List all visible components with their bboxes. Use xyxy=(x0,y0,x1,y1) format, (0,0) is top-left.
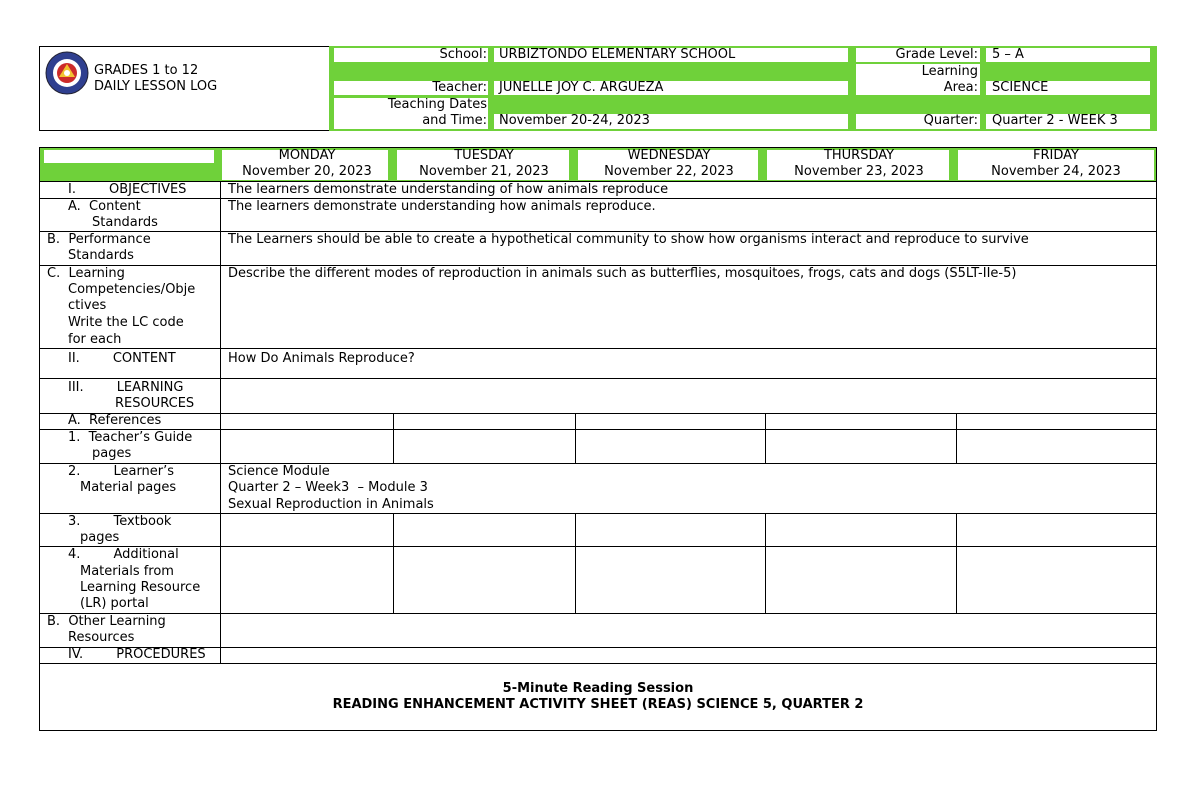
content-standards-label-1: A. Content xyxy=(68,199,141,214)
objectives-value: The learners demonstrate understanding of how animals reproduce xyxy=(228,182,669,197)
textbook-label-1: 3. Textbook xyxy=(68,514,172,529)
row-line xyxy=(40,546,1156,547)
performance-standards-label-2: Standards xyxy=(68,248,134,263)
grade-label: Grade Level: xyxy=(895,47,978,62)
performance-standards-label-1: B. Performance xyxy=(47,232,151,247)
grade-value: 5 – A xyxy=(992,47,1024,62)
day-col-divider xyxy=(765,413,766,463)
area-label-2: Area: xyxy=(943,80,978,95)
row-line xyxy=(40,613,1156,614)
additional-materials-label-2: Materials from xyxy=(80,564,174,579)
deped-seal xyxy=(44,50,90,96)
teachers-guide-label-1: 1. Teacher’s Guide xyxy=(68,430,193,445)
day-col-divider xyxy=(575,513,576,613)
day-date-monday: November 20, 2023 xyxy=(242,164,372,179)
additional-materials-label-1: 4. Additional xyxy=(68,547,179,562)
row-line xyxy=(40,463,1156,464)
learners-material-label-1: 2. Learner’s xyxy=(68,464,175,479)
other-resources-label-1: B. Other Learning xyxy=(47,614,166,629)
competencies-label-2: Competencies/Obje xyxy=(68,282,196,297)
dates-value: November 20-24, 2023 xyxy=(499,113,650,128)
reading-session-subtitle: READING ENHANCEMENT ACTIVITY SHEET (REAS) SCIENCE 5, QUARTER 2 xyxy=(332,697,864,712)
row-line xyxy=(40,378,1156,379)
objectives-label: I. OBJECTIVES xyxy=(68,182,187,197)
day-col-divider xyxy=(765,513,766,613)
row-line xyxy=(40,663,1156,664)
content-value: How Do Animals Reproduce? xyxy=(228,351,415,366)
row-line xyxy=(40,513,1156,514)
learning-resources-label-2: RESOURCES xyxy=(115,396,195,411)
reading-session-title: 5-Minute Reading Session xyxy=(502,681,694,696)
competencies-label-3: ctives xyxy=(68,298,107,313)
day-name-monday: MONDAY xyxy=(278,148,336,163)
learners-material-value-2: Quarter 2 – Week3 – Module 3 xyxy=(228,480,428,495)
school-value: URBIZTONDO ELEMENTARY SCHOOL xyxy=(499,47,736,62)
row-line xyxy=(40,348,1156,349)
day-date-thursday: November 23, 2023 xyxy=(794,164,924,179)
performance-standards-value: The Learners should be able to create a hypothetical community to show how organisms interact and reproduce to survive xyxy=(228,232,1029,247)
day-name-thursday: THURSDAY xyxy=(823,148,895,163)
day-header-blank xyxy=(44,150,214,163)
day-date-wednesday: November 22, 2023 xyxy=(604,164,734,179)
row-line xyxy=(40,647,1156,648)
additional-materials-label-4: (LR) portal xyxy=(80,596,149,611)
additional-materials-label-3: Learning Resource xyxy=(80,580,201,595)
procedures-label: IV. PROCEDURES xyxy=(68,647,206,662)
day-date-tuesday: November 21, 2023 xyxy=(419,164,549,179)
school-label: School: xyxy=(439,47,487,62)
other-resources-label-2: Resources xyxy=(68,630,135,645)
row-line xyxy=(40,429,1156,430)
day-col-divider xyxy=(956,513,957,613)
content-standards-label-2: Standards xyxy=(92,215,158,230)
learning-resources-label-1: III. LEARNING xyxy=(68,380,184,395)
day-col-divider xyxy=(956,413,957,463)
competencies-label-1: C. Learning xyxy=(47,266,125,281)
day-col-divider xyxy=(575,413,576,463)
day-name-friday: FRIDAY xyxy=(1033,148,1079,163)
content-standards-value: The learners demonstrate understanding how animals reproduce. xyxy=(228,199,656,214)
row-line xyxy=(40,413,1156,414)
day-col-divider xyxy=(393,413,394,463)
teacher-value: JUNELLE JOY C. ARGUEZA xyxy=(499,80,664,95)
dates-label-2: and Time: xyxy=(422,113,487,128)
quarter-value: Quarter 2 - WEEK 3 xyxy=(992,113,1118,128)
content-label: II. CONTENT xyxy=(68,351,176,366)
competencies-label-5: for each xyxy=(68,332,122,347)
competencies-label-4: Write the LC code xyxy=(68,315,184,330)
day-col-divider xyxy=(393,513,394,613)
quarter-label: Quarter: xyxy=(923,113,978,128)
label-column-divider xyxy=(220,181,221,664)
area-value: SCIENCE xyxy=(992,80,1049,95)
log-title-line1: GRADES 1 to 12 xyxy=(94,63,199,78)
day-name-tuesday: TUESDAY xyxy=(454,148,514,163)
learners-material-value-3: Sexual Reproduction in Animals xyxy=(228,497,434,512)
day-name-wednesday: WEDNESDAY xyxy=(627,148,711,163)
dates-label-1: Teaching Dates xyxy=(387,97,487,112)
teachers-guide-label-2: pages xyxy=(92,446,132,461)
learners-material-value-1: Science Module xyxy=(228,464,330,479)
learners-material-label-2: Material pages xyxy=(80,480,177,495)
competencies-value: Describe the different modes of reproduction in animals such as butterflies, mosquitoes, frogs, cats and dogs (S5LT-IIe-5) xyxy=(228,266,1017,281)
teacher-label: Teacher: xyxy=(432,80,487,95)
references-label: A. References xyxy=(68,413,162,428)
day-date-friday: November 24, 2023 xyxy=(991,164,1121,179)
area-label-1: Learning xyxy=(921,64,978,79)
textbook-label-2: pages xyxy=(80,530,120,545)
log-title-line2: DAILY LESSON LOG xyxy=(94,79,218,94)
